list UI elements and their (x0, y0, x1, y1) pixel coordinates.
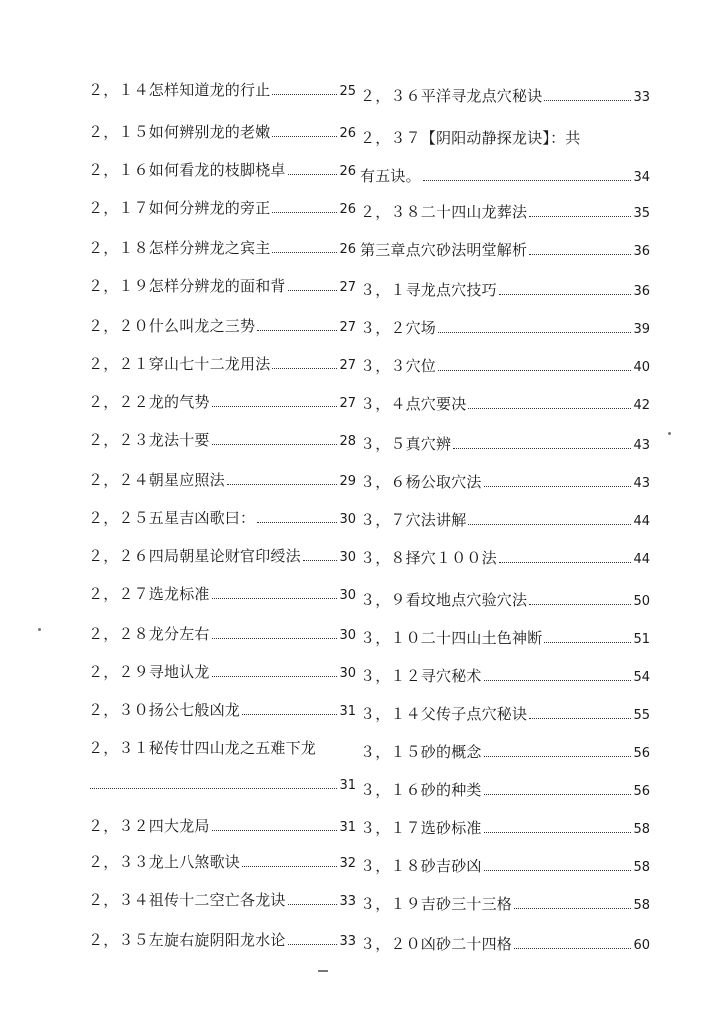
toc-entry (88, 624, 356, 646)
toc-entry (88, 354, 356, 376)
toc-entry-page-number: 50 (633, 594, 650, 609)
toc-entry-page-number: 34 (633, 170, 650, 185)
toc-entry (360, 934, 650, 956)
toc-entry-title: ２，１７如何分辨龙的旁正 (88, 199, 271, 217)
toc-entry (360, 780, 650, 802)
toc-entry-title: ２，２０什么叫龙之三势 (88, 317, 256, 335)
dot-leader (468, 512, 631, 525)
dot-leader (468, 396, 631, 409)
dot-leader (288, 892, 338, 905)
dot-leader (544, 630, 631, 643)
toc-entry-page-number: 33 (633, 90, 650, 105)
toc-entry (360, 548, 650, 570)
dot-leader (242, 854, 337, 867)
toc-entry-title: ３，３穴位 (360, 357, 437, 375)
dot-leader (484, 474, 632, 487)
toc-entry (88, 738, 356, 796)
toc-entry (88, 930, 356, 952)
toc-entry-title: ３，１５砂的概念 (360, 743, 482, 761)
toc-entry-title: ３，１６砂的种类 (360, 781, 482, 799)
toc-entry (88, 80, 356, 102)
toc-entry-page-number: 32 (339, 856, 356, 871)
toc-entry-title: ３，４点穴要决 (360, 395, 467, 413)
toc-entry (360, 628, 650, 650)
dot-leader (484, 820, 632, 833)
toc-entry-title: ２，２９寻地认龙 (88, 663, 210, 681)
dot-leader (288, 932, 338, 945)
toc-entry (88, 662, 356, 684)
dot-leader (90, 776, 337, 789)
toc-entry-page-number: 35 (633, 206, 650, 221)
toc-entry-page-number: 33 (339, 894, 356, 909)
toc-entry (88, 546, 356, 568)
toc-entry (88, 276, 356, 298)
dot-leader (514, 896, 631, 909)
toc-entry-page-number: 33 (339, 934, 356, 949)
toc-entry-title: ２，２１穿山七十二龙用法 (88, 355, 271, 373)
toc-entry-page-number: 56 (633, 784, 650, 799)
toc-entry-page-number: 36 (633, 284, 650, 299)
toc-entry (88, 392, 356, 414)
toc-entry-title-continued: 有五诀。 (360, 167, 421, 185)
toc-entry (360, 510, 650, 532)
toc-entry-title: ２，３０扬公七般凶龙 (88, 701, 241, 719)
dot-leader (529, 592, 631, 605)
toc-entry-title: ３，９看坟地点穴验穴法 (360, 591, 528, 609)
dot-leader (272, 82, 337, 95)
toc-entry (360, 356, 650, 378)
dot-leader (257, 318, 337, 331)
toc-entry (88, 890, 356, 912)
toc-entry (360, 86, 650, 108)
toc-entry-page-number: 60 (633, 938, 650, 953)
toc-entry (88, 700, 356, 722)
toc-entry-page-number: 28 (339, 434, 356, 449)
toc-entry-page-number: 30 (339, 550, 356, 565)
toc-entry-page-number: 43 (633, 438, 650, 453)
toc-entry-title: ２，１５如何辨别龙的老嫩 (88, 123, 271, 141)
scan-speck (668, 432, 671, 435)
toc-entry-title: ２，３８二十四山龙葬法 (360, 203, 528, 221)
dot-leader (484, 744, 632, 757)
toc-entry-page-number: 25 (339, 84, 356, 99)
toc-entry-page-number: 26 (339, 126, 356, 141)
toc-entry (360, 394, 650, 416)
dot-leader (257, 510, 337, 523)
toc-entry (360, 856, 650, 878)
dot-leader (303, 548, 338, 561)
toc-entry-title: 第三章点穴砂法明堂解析 (360, 241, 528, 259)
toc-entry (88, 160, 356, 182)
toc-entry-page-number: 30 (339, 666, 356, 681)
toc-entry-title: ２，２２龙的气势 (88, 393, 210, 411)
toc-entry-page-number: 30 (339, 588, 356, 603)
scan-speck (318, 970, 328, 972)
toc-entry (360, 318, 650, 340)
dot-leader (212, 818, 338, 831)
scan-speck (38, 628, 41, 631)
dot-leader (544, 88, 631, 101)
toc-entry-page-number: 26 (339, 202, 356, 217)
toc-entry (360, 240, 650, 262)
dot-leader (272, 240, 337, 253)
toc-entry-title: ３，１０二十四山土色神断 (360, 629, 543, 647)
toc-entry-page-number: 36 (633, 244, 650, 259)
toc-entry-title: ３，５真穴辨 (360, 435, 452, 453)
toc-entry (88, 316, 356, 338)
toc-entry (360, 128, 650, 188)
dot-leader (288, 162, 338, 175)
dot-leader (453, 436, 631, 449)
toc-entry-page-number: 27 (339, 280, 356, 295)
dot-leader (484, 858, 632, 871)
toc-entry-page-number: 42 (633, 398, 650, 413)
toc-entry-page-number: 27 (339, 396, 356, 411)
toc-entry-title: ２，１８怎样分辨龙之宾主 (88, 239, 271, 257)
toc-entry (88, 470, 356, 492)
toc-entry (360, 818, 650, 840)
toc-entry-title: ３，１２寻穴秘术 (360, 667, 482, 685)
toc-entry-page-number: 54 (633, 670, 650, 685)
toc-entry-page-number: 30 (339, 512, 356, 527)
toc-entry (360, 202, 650, 224)
toc-entry-page-number: 27 (339, 358, 356, 373)
dot-leader (499, 550, 632, 563)
toc-entry-title: ２，３６平洋寻龙点穴秘诀 (360, 87, 543, 105)
toc-entry-title: ２，３４祖传十二空亡各龙诀 (88, 891, 286, 909)
toc-entry-page-number: 51 (633, 632, 650, 647)
dot-leader (288, 278, 338, 291)
toc-entry-page-number: 40 (633, 360, 650, 375)
toc-entry-title: ３，１８砂吉砂凶 (360, 857, 482, 875)
toc-entry-page-number: 56 (633, 746, 650, 761)
toc-entry-page-number: 58 (633, 860, 650, 875)
toc-entry-page-number: 58 (633, 822, 650, 837)
toc-entry (360, 704, 650, 726)
dot-leader (212, 394, 338, 407)
toc-entry-title: ３，２穴场 (360, 319, 437, 337)
toc-entry-page-number: 39 (633, 322, 650, 337)
toc-entry-title: ３，７穴法讲解 (360, 511, 467, 529)
dot-leader (272, 124, 337, 137)
toc-entry-page-number: 26 (339, 242, 356, 257)
dot-leader (484, 668, 632, 681)
toc-entry-title: ３，２０凶砂二十四格 (360, 935, 513, 953)
toc-entry (360, 894, 650, 916)
toc-entry-title: ２，３２四大龙局 (88, 817, 210, 835)
toc-entry-title: ２，２７选龙标准 (88, 585, 210, 603)
toc-entry-page-number: 55 (633, 708, 650, 723)
toc-entry (360, 280, 650, 302)
toc-entry (88, 122, 356, 144)
dot-leader (272, 200, 337, 213)
toc-entry-title: ３，１７选砂标准 (360, 819, 482, 837)
toc-entry-title: ３，８择穴１００法 (360, 549, 497, 567)
toc-entry (360, 590, 650, 612)
toc-entry-page-number: 44 (633, 514, 650, 529)
toc-entry-title: ２，３３龙上八煞歌诀 (88, 853, 241, 871)
toc-entry-page-number: 27 (339, 320, 356, 335)
dot-leader (438, 358, 631, 371)
dot-leader (529, 204, 631, 217)
dot-leader (484, 782, 632, 795)
toc-entry (360, 666, 650, 688)
toc-entry-title: ２，２４朝星应照法 (88, 471, 225, 489)
dot-leader (499, 282, 632, 295)
toc-entry-page-number: 58 (633, 898, 650, 913)
toc-entry-title: ２，１６如何看龙的枝脚桡卓 (88, 161, 286, 179)
toc-entry (360, 742, 650, 764)
dot-leader (212, 586, 338, 599)
toc-entry-page-number: 31 (339, 820, 356, 835)
toc-entry-title: ２，２５五星吉凶歌曰： (88, 509, 256, 527)
toc-entry-title: ２，１９怎样分辨龙的面和背 (88, 277, 286, 295)
toc-entry (88, 584, 356, 606)
toc-entry-title: ２，２８龙分左右 (88, 625, 210, 643)
toc-entry (360, 434, 650, 456)
toc-entry-page-number: 30 (339, 628, 356, 643)
dot-leader (227, 472, 338, 485)
toc-entry-title: ３，１９吉砂三十三格 (360, 895, 513, 913)
toc-entry-title: ２，２６四局朝星论财官印绶法 (88, 547, 301, 565)
toc-entry-title: ３，１寻龙点穴技巧 (360, 281, 497, 299)
toc-entry-title: ３，１４父传子点穴秘诀 (360, 705, 528, 723)
toc-entry-title: ２，３７【阴阳动静探龙诀】：共 (360, 129, 581, 147)
toc-entry-title: ３，６杨公取穴法 (360, 473, 482, 491)
toc-entry-title: ２，２３龙法十要 (88, 431, 210, 449)
dot-leader (272, 356, 337, 369)
toc-entry-page-number: 31 (339, 778, 356, 793)
toc-entry (88, 508, 356, 530)
toc-entry (88, 430, 356, 452)
toc-entry (88, 852, 356, 874)
dot-leader (212, 626, 338, 639)
toc-entry (88, 816, 356, 838)
toc-entry-title: ２，３５左旋右旋阴阳龙水论 (88, 931, 286, 949)
toc-entry-page-number: 31 (339, 704, 356, 719)
dot-leader (212, 664, 338, 677)
toc-entry (88, 238, 356, 260)
dot-leader (212, 432, 338, 445)
toc-entry-page-number: 43 (633, 476, 650, 491)
toc-entry-title: ２，１４怎样知道龙的行止 (88, 81, 271, 99)
dot-leader (529, 242, 631, 255)
dot-leader (514, 936, 631, 949)
toc-entry (360, 472, 650, 494)
toc-entry-page-number: 29 (339, 474, 356, 489)
dot-leader (423, 168, 632, 181)
dot-leader (242, 702, 337, 715)
toc-entry-page-number: 26 (339, 164, 356, 179)
dot-leader (438, 320, 631, 333)
dot-leader (529, 706, 631, 719)
toc-entry-title: ２，３１秘传廿四山龙之五难下龙 (88, 739, 317, 757)
toc-entry (88, 198, 356, 220)
toc-entry-page-number: 44 (633, 552, 650, 567)
